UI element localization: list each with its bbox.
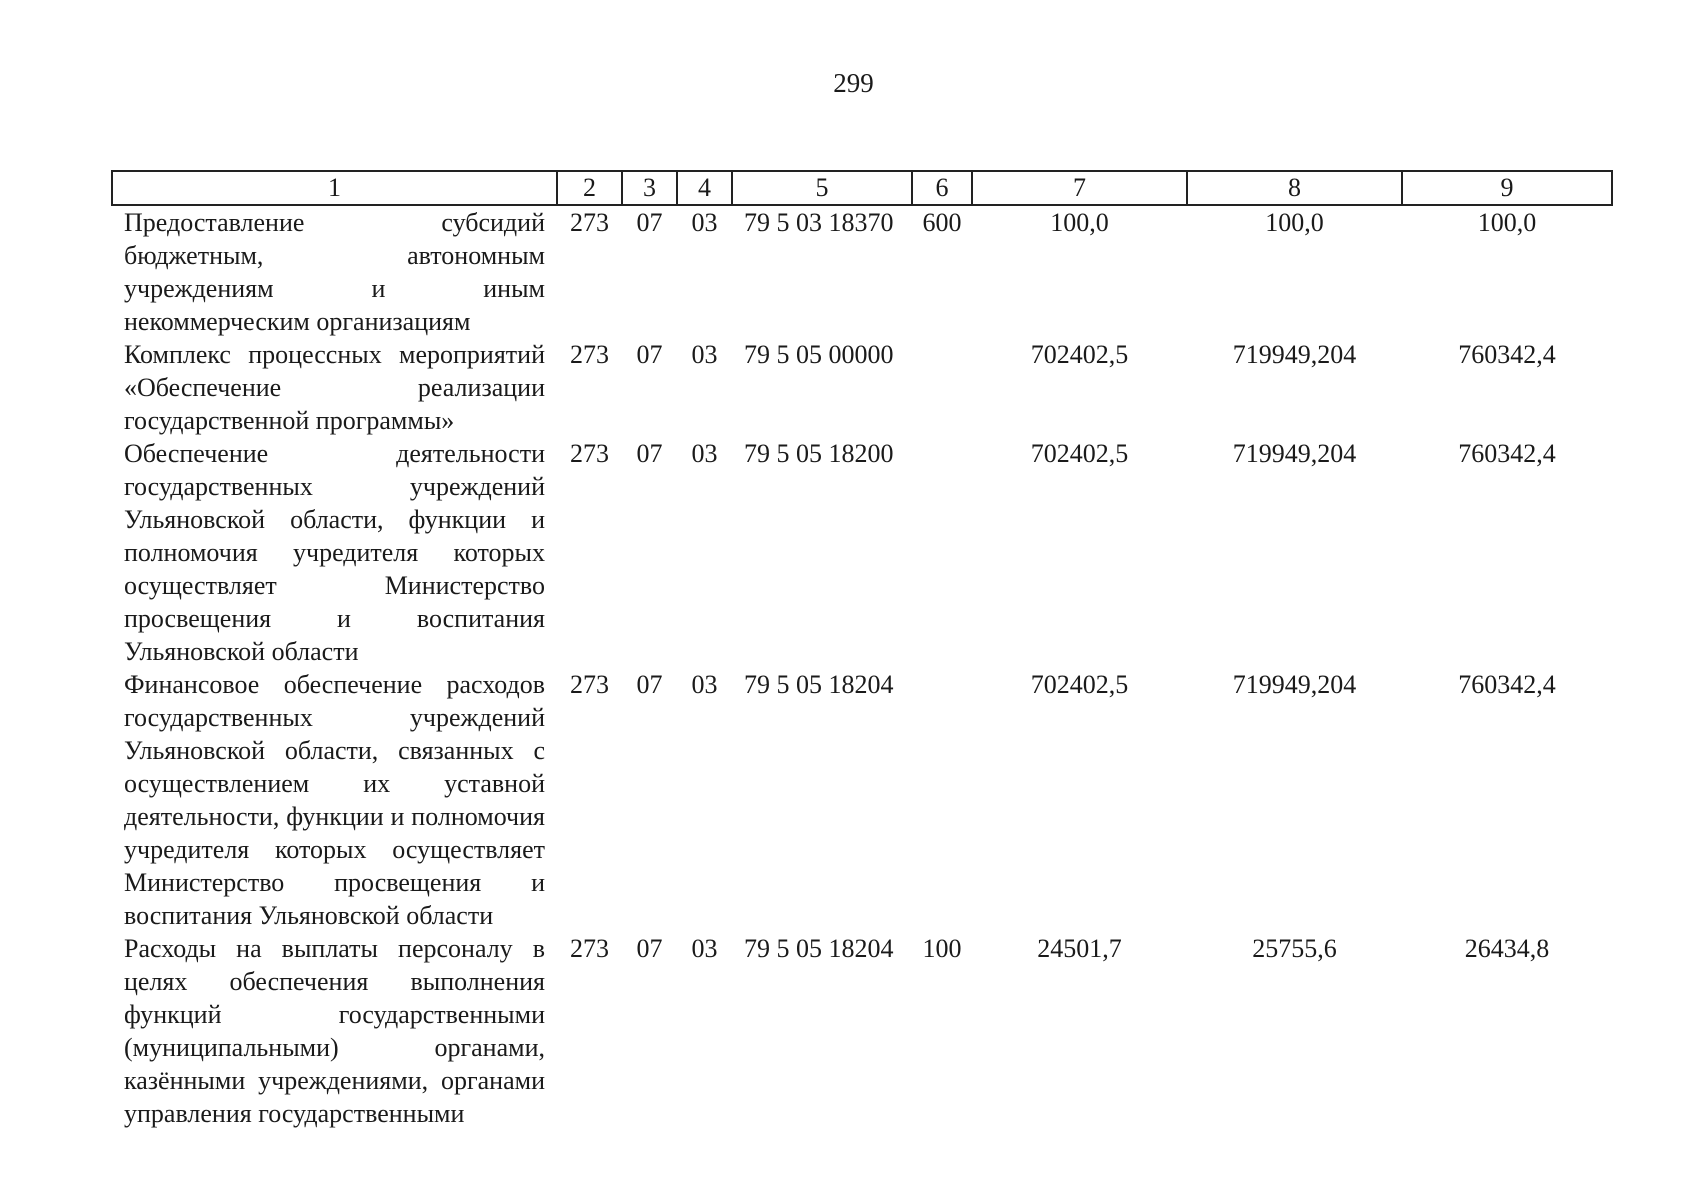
row-value-8: 25755,6 (1252, 934, 1337, 963)
header-cell-1: 1 (112, 171, 557, 205)
row-value-7: 702402,5 (1030, 670, 1129, 699)
row-name: Комплекс процессных мероприятий «Обеспечение реализации государственной программы» (124, 340, 545, 435)
row-value-7: 24501,7 (1037, 934, 1122, 963)
row-value-7: 702402,5 (1030, 439, 1129, 468)
row-type: 600 (922, 208, 962, 237)
row-type (912, 668, 972, 932)
row-subsection: 03 (691, 208, 718, 237)
header-cell-3: 3 (622, 171, 677, 205)
table-row (112, 338, 1612, 437)
row-name: Финансовое обеспечение расходов государственных учреждений Ульяновской области, связанных с осуществлением их уставной деятельности, функции и полномочия учредителя которых осуществляет Министерство просвещения и воспитания Ульяновской области (124, 670, 545, 930)
row-code: 273 (570, 340, 609, 369)
row-code: 273 (570, 439, 609, 468)
row-subsection: 03 (691, 340, 718, 369)
row-section: 07 (636, 340, 663, 369)
row-value-8: 719949,204 (1232, 340, 1357, 369)
budget-table (111, 170, 1613, 1130)
header-cell-8: 8 (1187, 171, 1402, 205)
row-value-8: 719949,204 (1232, 439, 1357, 468)
page-number: 299 (833, 68, 874, 98)
table-row (112, 668, 1612, 932)
row-section: 07 (636, 208, 663, 237)
row-value-8: 719949,204 (1232, 670, 1357, 699)
row-value-9: 26434,8 (1464, 934, 1550, 963)
table-row (112, 437, 1612, 668)
row-type (912, 437, 972, 668)
header-cell-6: 6 (912, 171, 972, 205)
header-cell-7: 7 (972, 171, 1187, 205)
row-target: 79 5 05 18200 (744, 439, 894, 468)
row-name: Обеспечение деятельности государственных учреждений Ульяновской области, функции и полномочия учредителя которых осуществляет Министерство просвещения и воспитания Ульяновской области (124, 439, 545, 666)
row-code: 273 (570, 670, 609, 699)
row-subsection: 03 (691, 439, 718, 468)
row-code: 273 (570, 208, 609, 237)
row-section: 07 (636, 670, 663, 699)
header-row (112, 171, 1612, 205)
row-value-9: 760342,4 (1458, 439, 1556, 468)
table-row (112, 932, 1612, 1130)
row-subsection: 03 (691, 934, 718, 963)
header-cell-5: 5 (732, 171, 912, 205)
row-section: 07 (636, 934, 663, 963)
row-value-9: 760342,4 (1458, 670, 1556, 699)
row-name: Предоставление субсидий бюджетным, автономным учреждениям и иным некоммерческим организациям (124, 208, 545, 336)
row-subsection: 03 (691, 670, 718, 699)
row-target: 79 5 05 18204 (744, 670, 894, 699)
header-cell-2: 2 (557, 171, 622, 205)
row-value-7: 702402,5 (1030, 340, 1129, 369)
row-value-9: 760342,4 (1458, 340, 1556, 369)
table-row (112, 205, 1612, 338)
row-target: 79 5 05 18204 (744, 934, 894, 963)
row-section: 07 (636, 439, 663, 468)
row-type: 100 (922, 934, 962, 963)
row-type (912, 338, 972, 437)
row-value-7: 100,0 (1050, 208, 1109, 237)
row-value-8: 100,0 (1265, 208, 1324, 237)
row-target: 79 5 05 00000 (744, 340, 894, 369)
header-cell-9: 9 (1402, 171, 1612, 205)
row-code: 273 (570, 934, 609, 963)
row-target: 79 5 03 18370 (744, 208, 894, 237)
header-cell-4: 4 (677, 171, 732, 205)
row-name: Расходы на выплаты персоналу в целях обеспечения выполнения функций государственными (муниципальными) органами, казёнными учреждениями, органами управления государственными (124, 934, 545, 1128)
row-value-9: 100,0 (1477, 208, 1537, 237)
